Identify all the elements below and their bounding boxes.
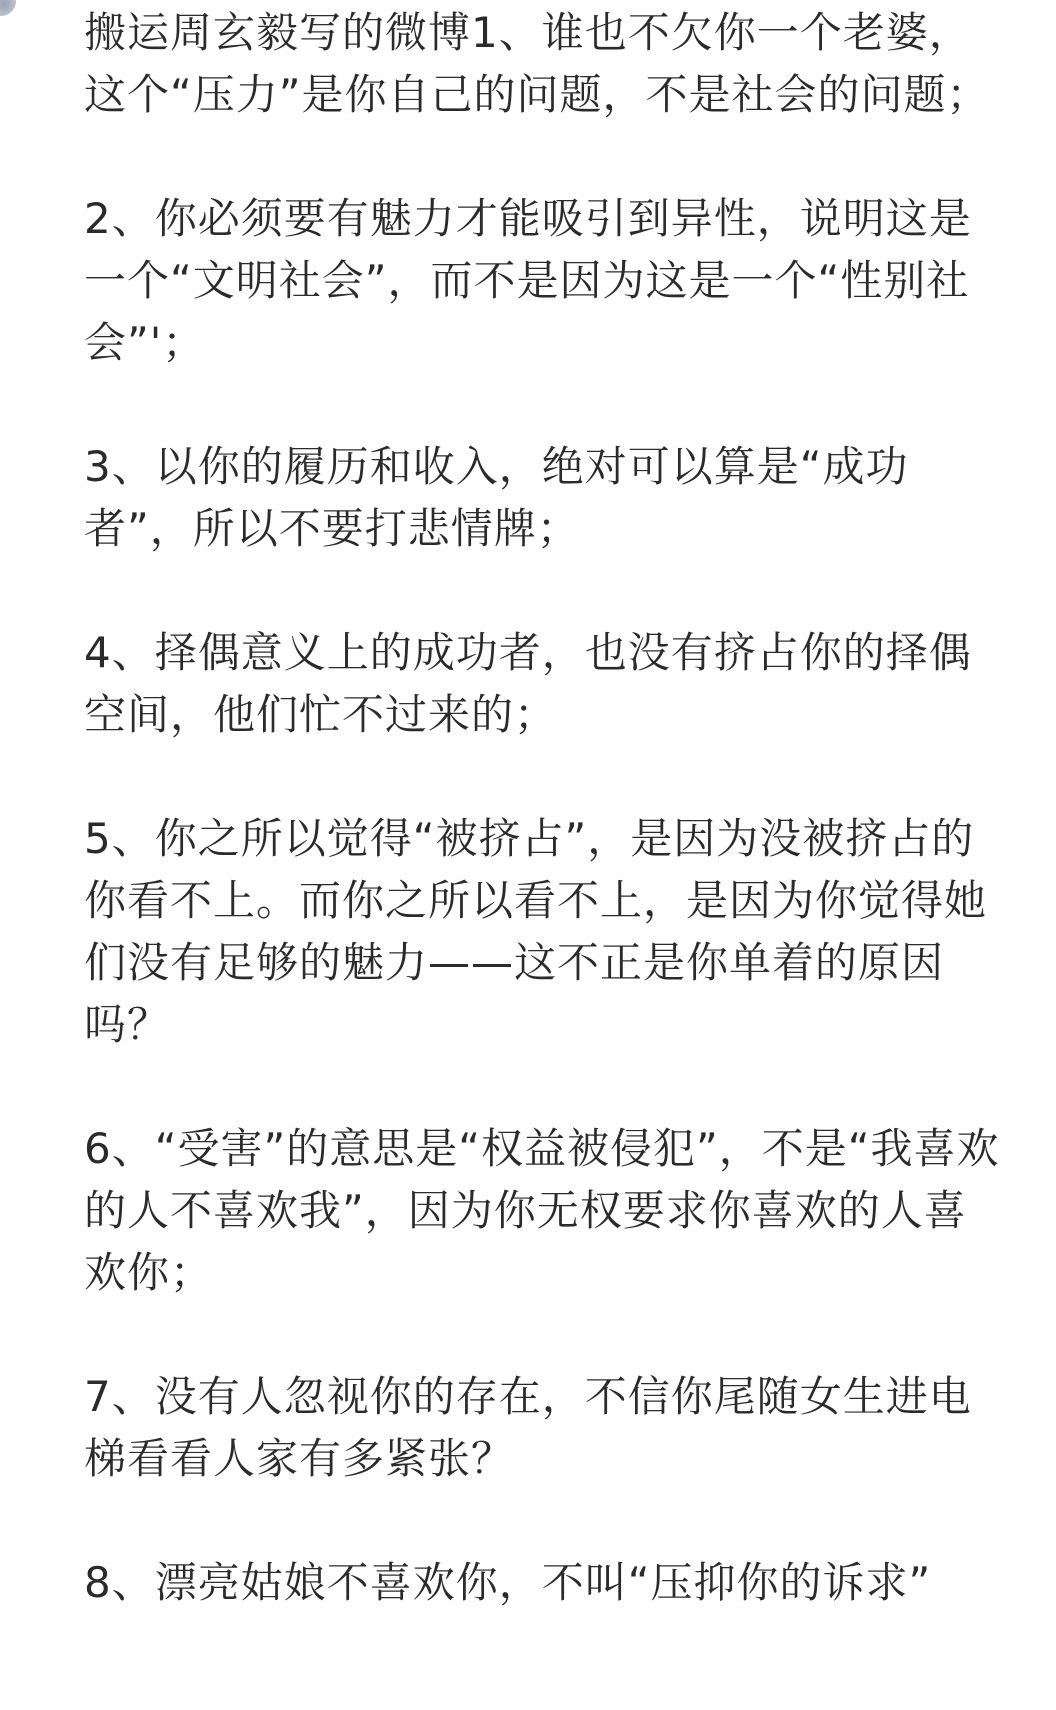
post-paragraph: 6、“受害”的意思是“权益被侵犯”，不是“我喜欢的人不喜欢我”，因为你无权要求你喜欢的人喜欢你； [84,1124,1000,1297]
post-paragraph: 3、以你的履历和收入，绝对可以算是“成功者”，所以不要打悲情牌； [84,442,909,553]
post-paragraph: 8、漂亮姑娘不喜欢你，不叫“压抑你的诉求” [84,1558,932,1607]
post-paragraph: 2、你必须要有魅力才能吸引到异性，说明这是一个“文明社会”，而不是因为这是一个“性别社会”'； [84,194,972,367]
post-paragraph: 4、择偶意义上的成功者，也没有挤占你的择偶空间，他们忙不过来的； [84,628,972,739]
post-body [84,0,1000,1676]
post-paragraph: 5、你之所以觉得“被挤占”，是因为没被挤占的你看不上。而你之所以看不上，是因为你觉得她们没有足够的魅力——这不正是你单着的原因吗？ [84,814,988,1049]
post-paragraph: 7、没有人忽视你的存在，不信你尾随女生进电梯看看人家有多紧张？ [84,1372,972,1483]
avatar[interactable] [0,0,16,16]
post-paragraph: 搬运周玄毅写的微博1、谁也不欠你一个老婆，这个“压力”是你自己的问题，不是社会的问题； [84,8,990,119]
